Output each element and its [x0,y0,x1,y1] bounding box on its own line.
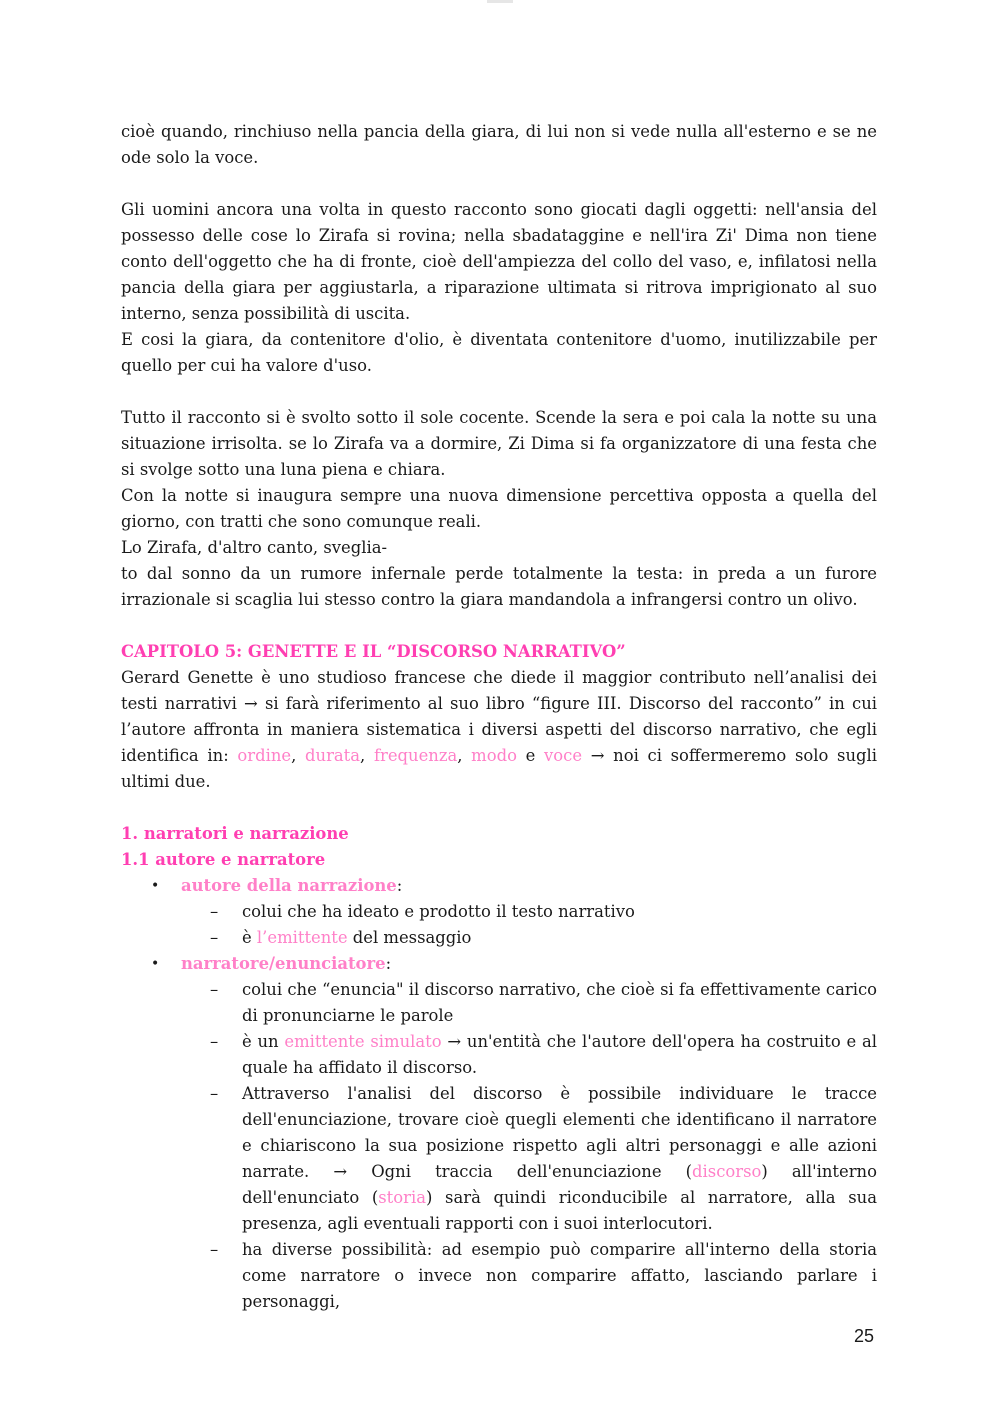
aspect-durata: durata [305,746,361,765]
highlight-emittente: l’emittente [256,928,348,947]
list-item-text: è [242,928,257,947]
list-item-text: è un [242,1032,285,1051]
bullet-autore-label: autore della narrazione [181,876,397,895]
dash-icon: – [210,1240,219,1259]
separator: , [457,746,472,765]
list-item [121,1081,877,1237]
dash-icon: – [210,1032,219,1051]
colon: : [396,876,403,895]
list-item [121,899,877,925]
separator: , [360,746,374,765]
header-mark [487,0,513,3]
chapter-intro [121,665,877,795]
bullet-icon: • [151,956,160,972]
dash-icon: – [210,928,219,947]
chapter-intro-end: → noi ci soffermeremo solo sugli ultimi due. [121,746,878,791]
subsection-heading: 1.1 autore e narratore [121,850,326,869]
dash-icon: – [210,902,219,921]
separator: , [291,746,306,765]
bullet-icon: • [151,878,160,894]
list-item-text: colui che “enuncia" il discorso narrativo, che cioè si fa effettivamente carico di pronunciarne le parole [242,980,877,1025]
page-number: 25 [854,1326,875,1346]
bullet-autore [121,873,877,899]
paragraph-7: to dal sonno da un rumore infernale perde totalmente la testa: in preda a un furore irrazionale si scaglia lui stesso contro la giara mandandola a infrangersi contro un olivo. [121,564,877,609]
list-item [121,1029,877,1081]
dash-icon: – [210,980,219,999]
separator: e [516,746,545,765]
list-item-text: Attraverso l'analisi del discorso è possibile individuare le tracce dell'enunciazione, trovare cioè quegli elementi che identificano il narratore e chiariscono la sua posizione rispetto agli altri personaggi e alle azioni narrate. → Ogni traccia dell'enunciazione ( [242,1084,877,1181]
chapter-title: CAPITOLO 5: GENETTE E IL “DISCORSO NARRATIVO” [121,642,626,661]
list-item-text: del messaggio [347,928,472,947]
document-page [121,119,877,1315]
section-heading: 1. narratori e narrazione [121,824,349,843]
highlight-emittente-simulato: emittente simulato [284,1032,442,1051]
dash-icon: – [210,1084,219,1103]
list-item-text: → un'entità che l'autore dell'opera ha costruito e al quale ha affidato il discorso. [242,1032,878,1077]
chapter-intro-text: Gerard Genette è uno studioso francese che diede il maggior contributo nell’analisi dei testi narrativi → si farà riferimento al suo libro “figure III. Discorso del racconto” in cui l’autore affronta in maniera sistematica i diversi aspetti del discorso narrativo, che egli identifica in: [121,668,877,765]
aspect-modo: modo [471,746,517,765]
paragraph-3: E cosi la giara, da contenitore d'olio, è diventata contenitore d'uomo, inutilizzabile per quello per cui ha valore d'uso. [121,330,877,375]
bullet-narratore-label: narratore/enunciatore [181,954,386,973]
highlight-storia: storia [378,1188,426,1207]
list-item [121,977,877,1029]
paragraph-4: Tutto il racconto si è svolto sotto il sole cocente. Scende la sera e poi cala la notte su una situazione irrisolta. se lo Zirafa va a dormire, Zi Dima si fa organizzatore di una festa che si svolge sotto una luna piena e chiara. [121,408,877,479]
paragraph-6: Lo Zirafa, d'altro canto, sveglia- [121,538,388,557]
list-item-text: colui che ha ideato e prodotto il testo narrativo [242,902,635,921]
highlight-discorso: discorso [692,1162,762,1181]
paragraph-5: Con la notte si inaugura sempre una nuova dimensione percettiva opposta a quella del giorno, con tratti che sono comunque reali. [121,486,877,531]
paragraph-2: Gli uomini ancora una volta in questo racconto sono giocati dagli oggetti: nell'ansia del possesso delle cose lo Zirafa si rovina; nella sbadataggine e nell'ira Zi' Dima non tiene conto dell'oggetto che ha di fronte, cioè dell'ampiezza del collo del vaso, e, infilatosi nella pancia della giara per aggiustarla, a riparazione ultimata si ritrova imprigionato al suo interno, senza possibilità di uscita. [121,200,877,323]
list-item [121,1237,877,1315]
aspect-frequenza: frequenza [373,746,458,765]
list-item [121,925,877,951]
aspect-voce: voce [544,746,583,765]
aspect-ordine: ordine [237,746,292,765]
paragraph-1: cioè quando, rinchiuso nella pancia della giara, di lui non si vede nulla all'esterno e se ne ode solo la voce. [121,122,877,167]
list-item-text: ) all'interno dell'enunciato ( [242,1162,877,1207]
list-item-text: ) sarà quindi riconducibile al narratore, alla sua presenza, agli eventuali rapporti con i suoi interlocutori. [242,1188,877,1233]
list-item-text: ha diverse possibilità: ad esempio può comparire all'interno della storia come narratore o invece non comparire affatto, lasciando parlare i personaggi, [242,1240,877,1311]
colon: : [385,954,392,973]
bullet-narratore [121,951,877,977]
